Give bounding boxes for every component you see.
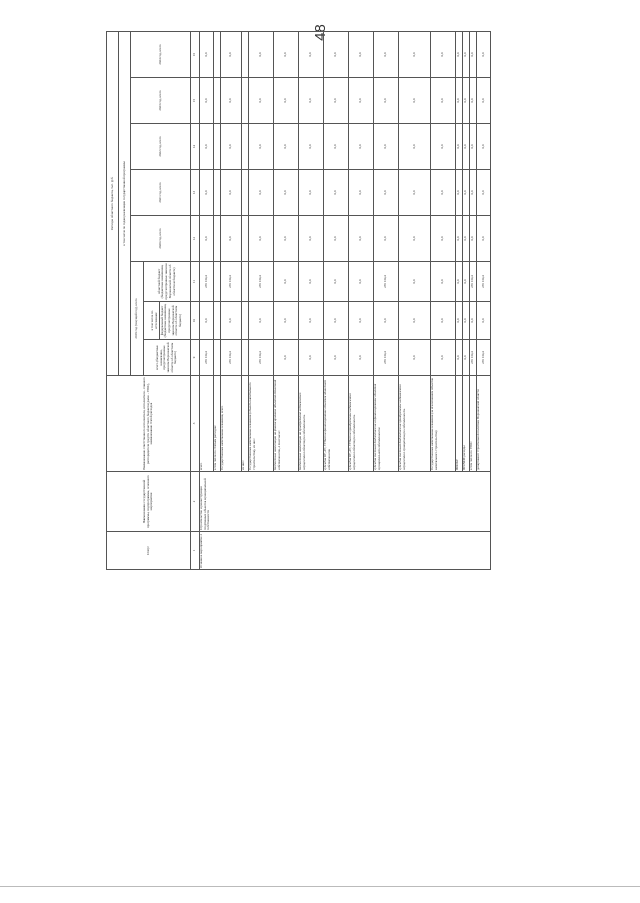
value-cell: 0,0 [324,262,349,302]
column-index-3: 3 [191,376,200,472]
row-label: субсидии местным бюджетам на приобретение недвижимого имущества в муниципальную собственность [399,376,431,472]
year-2024-header: 2024 год, всего [131,31,191,77]
value-cell: 0,0 [431,340,456,376]
value-cell: 0,0 [456,302,463,340]
value-cell: 0,0 [399,262,431,302]
column-index-9: 9 [191,340,200,376]
value-cell: 0,0 [324,31,349,77]
row-label: из них: [242,376,249,472]
rotated-table-area [106,32,578,570]
value-cell: 0,0 [477,216,491,262]
row-label: Государственные капитальные вложения, всего [221,376,242,472]
value-cell: 0,0 [249,78,274,124]
column-index-10: 10 [191,302,200,340]
activity-name: Строительство и реконструкция спортивных объектов муниципальной собственности [200,472,491,532]
value-cell: 0,0 [200,78,214,124]
value-cell: 0,0 [349,170,374,216]
value-cell: 235 134,4 [221,340,242,376]
value-cell: 0,0 [399,31,431,77]
value-cell [242,78,249,124]
value-cell: 0,0 [299,124,324,170]
value-cell [214,31,221,77]
value-cell: 0,0 [249,302,274,340]
value-cell: 235 134,4 [221,262,242,302]
value-cell: 0,0 [431,31,456,77]
program-name-header: Наименование государственной программы, подпрограммы, основного мероприятия [107,472,191,532]
row-label: субсидии БУ, АУ, ГУПам на финансирование объектов областной собственности [324,376,349,472]
value-cell: 0,0 [477,124,491,170]
value-cell: 0,0 [456,170,463,216]
total-col-header: всего (бюджетные назначения, предусмотренные законом Воронежской области об областном бюджете) [144,340,191,376]
value-cell: 0,0 [349,340,374,376]
value-cell: 0,0 [274,262,299,302]
value-cell: 0,0 [463,262,470,302]
column-index-13: 13 [191,170,200,216]
column-index-15: 15 [191,78,200,124]
value-cell: 0,0 [200,216,214,262]
value-cell: 235 134,4 [477,340,491,376]
value-cell [214,262,221,302]
value-cell: 0,0 [463,124,470,170]
value-cell: 235 134,4 [249,262,274,302]
budget-table [106,31,491,570]
column-index-1: 1 [191,532,200,570]
value-cell: 0,0 [477,170,491,216]
value-cell: 0,0 [470,216,477,262]
year-2023-header: 2023 год, всего [131,78,191,124]
year-2022-header: 2022 год, всего [131,124,191,170]
value-cell: 0,0 [274,340,299,376]
value-cell: 0,0 [456,216,463,262]
value-cell: 0,0 [274,216,299,262]
value-cell: 0,0 [324,124,349,170]
value-cell: 0,0 [200,170,214,216]
value-cell: 0,0 [399,216,431,262]
value-cell: 0,0 [349,124,374,170]
value-cell: 0,0 [431,78,456,124]
status-header: Статус [107,532,191,570]
value-cell: 0,0 [399,170,431,216]
value-cell: 0,0 [221,31,242,77]
value-cell: 235 134,4 [374,262,399,302]
value-cell: 0,0 [470,124,477,170]
row-label: субсидии местным бюджетам на софинансирование объектов муниципальной собственности [374,376,399,472]
row-label: НИОКР [456,376,463,472]
value-cell: 0,0 [431,124,456,170]
row-label: субсидии БУ, АУ, ГУПам на приобретение недвижимого имущества в областную собственность [349,376,374,472]
value-cell [242,216,249,262]
value-cell: 0,0 [463,170,470,216]
expenses-header: Расходы областного бюджета, тыс. руб. [107,31,119,375]
value-cell: 0,0 [221,78,242,124]
value-cell: 0,0 [274,302,299,340]
value-cell: 0,0 [456,262,463,302]
value-cell: 0,0 [374,31,399,77]
value-cell: 0,0 [249,216,274,262]
value-cell [242,31,249,77]
row-label: всего [200,376,214,472]
year-2019-header: 2019 год (текущий год), всего [131,262,144,376]
value-cell: 0,0 [349,302,374,340]
row-label: Государственные капитальные вложения (за исключением объектов капитального строительства) [431,376,456,472]
executor-header: Наименование ответственного исполнителя, исполнителя - главного распорядителя средств областного бюджета (далее - ГРБС), наименование статей расходов [107,376,191,472]
value-cell: 0,0 [399,124,431,170]
value-cell [242,302,249,340]
value-cell: 0,0 [249,31,274,77]
value-cell: 0,0 [463,216,470,262]
value-cell [242,124,249,170]
value-cell [214,302,221,340]
years-header: в том числе по годам реализации государственной программы [119,31,131,375]
row-label: ПРОЧИЕ расходы [463,376,470,472]
value-cell: 0,0 [299,170,324,216]
page-bottom-rule [0,886,640,887]
value-cell: 0,0 [274,124,299,170]
year-2020-header: 2020 год, всего [131,216,191,262]
value-cell: 0,0 [299,216,324,262]
value-cell: 0,0 [324,340,349,376]
value-cell: 0,0 [477,31,491,77]
value-cell [242,340,249,376]
value-cell: 0,0 [200,124,214,170]
value-cell: 0,0 [274,78,299,124]
activity-status: Основное мероприятие 2 [200,532,491,570]
value-cell: 0,0 [221,124,242,170]
value-cell: 0,0 [221,216,242,262]
value-cell [214,124,221,170]
value-cell: 0,0 [463,78,470,124]
value-cell: 0,0 [324,216,349,262]
value-cell: 235 134,4 [200,262,214,302]
value-cell: 235 134,4 [249,340,274,376]
value-cell: 235 134,4 [470,262,477,302]
value-cell: 0,0 [463,302,470,340]
sources-header: в том числе по источникам: [151,302,159,339]
row-label: в том числе по статьям расходов: [214,376,221,472]
column-index-16: 16 [191,31,200,77]
value-cell: 0,0 [249,124,274,170]
value-cell: 0,0 [470,78,477,124]
value-cell: 0,0 [456,31,463,77]
value-cell: 0,0 [431,170,456,216]
column-index-14: 14 [191,124,200,170]
federal-col-label: федеральный бюджет (бюджетные назначения, предусмотренные законом Воронежской области об областном бюджете) [159,303,183,338]
column-index-11: 11 [191,262,200,302]
value-cell [214,78,221,124]
value-cell: 235 134,4 [477,262,491,302]
value-cell: 0,0 [456,340,463,376]
value-cell: 0,0 [349,31,374,77]
value-cell: 0,0 [221,302,242,340]
value-cell: 235 134,4 [200,340,214,376]
value-cell [214,340,221,376]
value-cell: 0,0 [431,262,456,302]
value-cell: 0,0 [221,170,242,216]
value-cell: 0,0 [249,170,274,216]
value-cell: 0,0 [431,216,456,262]
column-index-2: 2 [191,472,200,532]
value-cell [242,262,249,302]
value-cell [242,170,249,216]
value-cell: 0,0 [431,302,456,340]
value-cell: 0,0 [399,302,431,340]
value-cell: 235 134,4 [374,340,399,376]
value-cell: 0,0 [463,340,470,376]
value-cell: 0,0 [374,78,399,124]
value-cell: 0,0 [299,78,324,124]
row-label: в том числе по ГРБС: [470,376,477,472]
value-cell: 0,0 [456,78,463,124]
value-cell: 0,0 [399,78,431,124]
value-cell: 0,0 [374,124,399,170]
value-cell: 0,0 [374,216,399,262]
value-cell: 0,0 [200,31,214,77]
value-cell: 0,0 [456,124,463,170]
regional-col-header: областной бюджет (бюджетные назначения, предусмотренные законом Воронежской области об областном бюджете) [144,262,191,302]
value-cell: 0,0 [399,340,431,376]
value-cell: 0,0 [470,302,477,340]
value-cell: 0,0 [349,78,374,124]
value-cell: 0,0 [470,170,477,216]
value-cell: 0,0 [374,302,399,340]
value-cell: 235 134,4 [470,340,477,376]
value-cell: 0,0 [374,170,399,216]
value-cell: 0,0 [324,78,349,124]
column-index-12: 12 [191,216,200,262]
year-2021-header: 2021 год, всего [131,170,191,216]
value-cell: 0,0 [299,340,324,376]
row-label: бюджетные инвестиции на финансирование объектов областной собственности, в том числе: [274,376,299,472]
value-cell: 0,0 [349,216,374,262]
row-label: Государственные капитальные вложения (объекты капитального строительства), из них: [249,376,274,472]
value-cell: 0,0 [324,170,349,216]
page-number: 48 [311,23,329,41]
value-cell: 0,0 [299,31,324,77]
value-cell: 0,0 [324,302,349,340]
federal-col-header [144,302,191,340]
value-cell: 0,0 [274,31,299,77]
value-cell: 0,0 [274,170,299,216]
value-cell: 0,0 [477,78,491,124]
row-label: департамент строительной политики Воронежской области [477,376,491,472]
table-row [200,31,214,569]
value-cell: 0,0 [463,31,470,77]
value-cell: 0,0 [200,302,214,340]
value-cell: 0,0 [299,262,324,302]
value-cell: 0,0 [477,302,491,340]
value-cell [214,170,221,216]
value-cell [214,216,221,262]
row-label: бюджетные инвестиции на приобретение недвижимого имущества в областную собственность [299,376,324,472]
value-cell: 0,0 [470,31,477,77]
value-cell: 0,0 [349,262,374,302]
value-cell: 0,0 [299,302,324,340]
